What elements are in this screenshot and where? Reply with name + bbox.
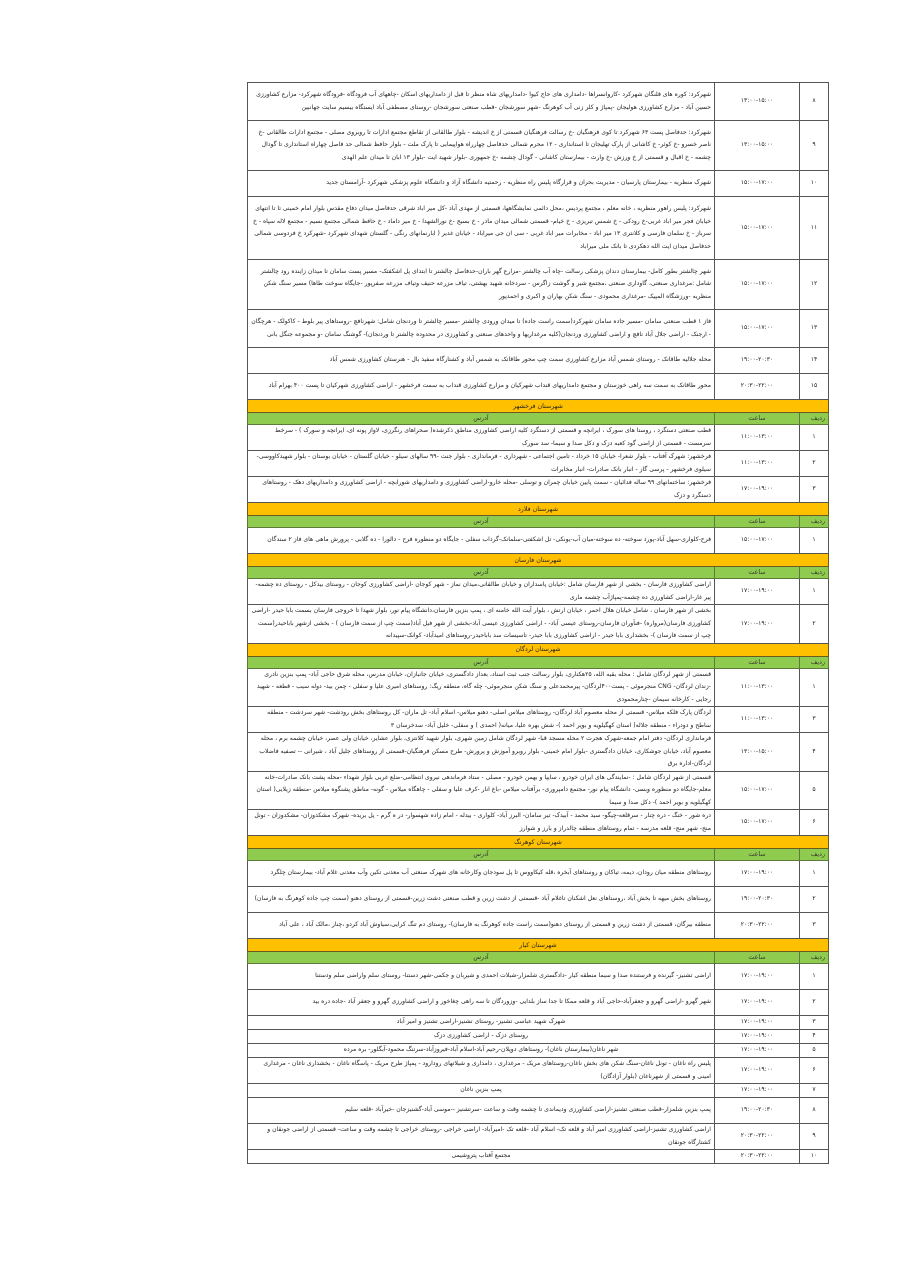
column-header-time: ساعت	[715, 516, 800, 528]
address-cell: پلیس راه ناغان - تونل ناغان-سنگ شکن های بخش ناغان-روستاهای مریک - مرغداری ، دامداری و شیلاتهای رودارود - پمپاژ طرح مریک - پاسگاه ناغان - بخشداری ناغان - مرغداری امینی و قسمتی از شهرناغان (بلوار آزادگان)	[248, 1058, 715, 1084]
row-number: ۱	[800, 528, 829, 554]
row-number: ۳	[800, 477, 829, 503]
column-header-row	[248, 656, 829, 668]
column-header-address: آدرس	[248, 952, 715, 964]
time-range: ۱۷:۰۰-۱۹:۰۰	[715, 861, 800, 887]
time-range: ۱۳:۰۰-۱۵:۰۰	[715, 83, 800, 121]
time-range: ۱۱:۰۰-۱۳:۰۰	[715, 707, 800, 733]
table-row	[248, 913, 829, 939]
row-number: ۳	[800, 913, 829, 939]
table-row	[248, 348, 829, 374]
row-number: ۷	[800, 1084, 829, 1098]
time-range: ۱۵:۰۰-۱۷:۰۰	[715, 171, 800, 197]
table-row	[248, 733, 829, 772]
address-cell: فرخشهر: ساختمانهای ۹۹ ساله فدائیان - سمت پایین خیابان چمران و توسلی -محله خارو-اراضی کشاورزی و دامداریهای شورابچه - اراضی کشاورزی و دامداریهای دهک - روستاهای دستگرد و دزک	[248, 477, 715, 503]
time-range: ۱۷:۰۰-۱۹:۰۰	[715, 990, 800, 1016]
county-title-row	[248, 400, 829, 413]
row-number: ۳	[800, 707, 829, 733]
time-range: ۱۷:۰۰-۱۹:۰۰	[715, 477, 800, 503]
address-cell: شهرکرد: پلیس راهور منظریه ، خانه معلم ، مجتمع پردیس ،محل دائمی نمایشگاهها، قسمتی از مهدی آباد -کل میر اباد شرقی حدفاصل میدان دفاع مقدس بلوار امام خمینی تا تا انتهای خیابان فجر میر اباد غربی-خ رودکی - خ شمس تبریزی - خ خیام- قسمتی شمالی میدان مادر - خ بسیج -خ نورالشهدا - خ میر داماد - خ حافظ شمالی مجتمع نسیم - مجتمع لاله سپاه - خ سرباز - خ سلمان فارسی و کلانتری ۱۳ میر اباد - مخابرات میر اباد غربی - سی ان جی میراباد - خیابان غدیر ( ابارنمانهای رنگی - گلستان شهدای شهرکرد -شهرکرد خ فردوسی شمالی حدفاصل میدان ایت الله دهکردی تا بانک ملی میراباد	[248, 197, 715, 260]
row-number: ۴	[800, 1030, 829, 1044]
table-row	[248, 171, 829, 197]
table-row	[248, 1098, 829, 1124]
table-row	[248, 425, 829, 451]
address-cell: روستای دزک - اراضی کشاورزی دزک	[248, 1030, 715, 1044]
row-number: ۵	[800, 1044, 829, 1058]
time-range: ۱۷:۰۰-۱۹:۰۰	[715, 1016, 800, 1030]
outage-schedule-document	[247, 82, 829, 1164]
column-header-address: آدرس	[248, 849, 715, 861]
time-range: ۱۵:۰۰-۱۷:۰۰	[715, 197, 800, 260]
row-number: ۸	[800, 1098, 829, 1124]
county-title: شهرستان لردگان	[248, 643, 829, 656]
table-row	[248, 1150, 829, 1164]
row-number: ۱	[800, 425, 829, 451]
time-range: ۱۱:۰۰-۱۳:۰۰	[715, 451, 800, 477]
time-range: ۱۹:۰۰-۲۰:۳۰	[715, 887, 800, 913]
table-row	[248, 1044, 829, 1058]
address-cell: فرخشهر: شهرک آفتاب - بلوار شعرا- خیابان ۱۵ خرداد - تامین اجتماعی - شهرداری - فرمانداری - بلوار جنت -۹۹ سالهای سیلو - خیابان گلستان - خیابان بوستان - بلوار شهیدکاووسی- سیلوی فرخشهر - پرسی گاز - انبار بانک صادرات- انبار مخابرات	[248, 451, 715, 477]
row-number: ۱۴	[800, 348, 829, 374]
table-row	[248, 1084, 829, 1098]
row-number: ۲	[800, 887, 829, 913]
table-row	[248, 1058, 829, 1084]
row-number: ۹	[800, 121, 829, 171]
outage-schedule-table	[247, 82, 829, 1164]
county-title-row	[248, 939, 829, 952]
column-header-row	[248, 849, 829, 861]
column-header-row	[248, 413, 829, 425]
time-range: ۱۱:۰۰-۱۳:۰۰	[715, 668, 800, 707]
address-cell: منطقه بیرگان، قسمتی از دشت زرین و قسمتی از روستای دهنو(سمت راست جاده کوهرنگ به فارسان)- روستای دم تنگ کرایی،سیاوش آباد کردو ،چنار ،مالک آباد ، علی آباد	[248, 913, 715, 939]
time-range: ۱۷:۰۰-۱۹:۰۰	[715, 1084, 800, 1098]
row-number: ۲	[800, 451, 829, 477]
county-title-row	[248, 554, 829, 567]
row-number: ۱۵	[800, 374, 829, 400]
row-number: ۲	[800, 990, 829, 1016]
county-title: شهرستان فارسان	[248, 554, 829, 567]
address-cell: قسمتی از شهر لردگان شامل : -نمایندگی های ایران خودرو ، سایپا و بهمن خودرو - مصلی - ستاد فرماندهی نیروی انتظامی-ضلع غربی بلوار شهداء -محله پشت بانک صادرات-خانه معلم-جایگاه دو منظوره وبسی- دانشگاه پیام نور- مجتمع دامپروری- برآفتاب میلاس -باغ انار -کرف علیا و سفلی - چاهگاه میلاس - گونه- مناطق پشنگوه میلاس -منطقه زیلایی( استان کهگیلویه و بویر احمد )- دکل صدا و سیما	[248, 771, 715, 810]
row-number: ۱۰	[800, 171, 829, 197]
time-range: ۲۰:۳۰-۲۲:۰۰	[715, 374, 800, 400]
row-number: ۸	[800, 83, 829, 121]
address-cell: اراضی تشنیز- گیرنده و فرستنده صدا و سیما منطقه کیار -دادگستری شلمزار-شبلات احمدی و شیربان و جکمی-شهر دستنا- روستای سلم واراضی سلم ودستنا	[248, 964, 715, 990]
table-row	[248, 771, 829, 810]
time-range: ۱۳:۰۰-۱۵:۰۰	[715, 733, 800, 772]
table-row	[248, 707, 829, 733]
time-range: ۱۵:۰۰-۱۷:۰۰	[715, 771, 800, 810]
time-range: ۱۷:۰۰-۱۹:۰۰	[715, 964, 800, 990]
column-header-time: ساعت	[715, 413, 800, 425]
address-cell: قسمتی از شهر لردگان شامل : محله بقیه الله، ۲۵هکتاری، بلوار رسالت جنب ثبت اسناد، بعداز دادگستری، خیابان جانبازان، خیابان مدرس، محله شرق حاجی آباد- پمپ بنزین نادری -زندان لردگان- CNG منجرموئی - پست۴۰۰لردگان- پیرمحمدعلی و سنگ شکن منجرموئی- چله گاه، منطقه ریگ: روستاهای امیری علیا و سفلی - چمن بید- دوله سیب - قطعه - شهید رجایی - کارخانه سیمان -چنارمحمودی	[248, 668, 715, 707]
address-cell: قطب صنعتی دستگرد ، روستا های سورک ، ایرانچه و قسمتی از دستگرد کلیه اراضی کشاورزی مناطق ذکرشده( صحراهای رنگرزی، لاواز پونه ای، ایرانچه و سورک ) - سرخط سرمست - قسمتی از اراضی گود کعبه دزک و دکل صدا و سیما- سد سورک	[248, 425, 715, 451]
county-title-row	[248, 836, 829, 849]
address-cell: اراضی کشاورزی تشنیز-اراضی کشاورزی امیر آباد و قلعه تک- اسلام آباد -قلعه تک -امیرآباد- اراضی خراجی -روستای خراجی تا چشمه وقت و ساعت- قسمتی از اراضی جونقان و کشتارگاه جونقان	[248, 1124, 715, 1150]
table-row	[248, 810, 829, 836]
table-row	[248, 83, 829, 121]
time-range: ۱۷:۰۰-۱۹:۰۰	[715, 1030, 800, 1044]
column-header-address: آدرس	[248, 656, 715, 668]
row-number: ۲	[800, 605, 829, 644]
time-range: ۱۷:۰۰-۱۹:۰۰	[715, 1044, 800, 1058]
row-number: ۱۱	[800, 197, 829, 260]
table-row	[248, 668, 829, 707]
table-row	[248, 605, 829, 644]
column-header-time: ساعت	[715, 849, 800, 861]
column-header-time: ساعت	[715, 567, 800, 579]
address-cell: شهر ناغان(بیمارستان ناغان)- روستاهای دوپلان-رحیم آباد-اسلام آباد-فیروزآباد-سرتنگ محمود-آبگلور- بره مرده	[248, 1044, 715, 1058]
row-number: ۱۰	[800, 1150, 829, 1164]
address-cell: شهرک منظریه - بیمارستان پارسیان - مدیریت بحران و قرارگاه پلیس راه منظریه - رحمتیه دانشگاه آزاد و دانشگاه علوم پزشکی شهرکرد -آرامستان جدید	[248, 171, 715, 197]
time-range: ۱۷:۰۰-۱۹:۰۰	[715, 1058, 800, 1084]
address-cell: مجتمع آفتاب پتروشیمی	[248, 1150, 715, 1164]
time-range: ۱۵:۰۰-۱۷:۰۰	[715, 310, 800, 348]
address-cell: شهرک شهید عباسی تشنیز- روستای تشنیز-اراضی تشنیز و امیر آباد	[248, 1016, 715, 1030]
column-header-row	[248, 952, 829, 964]
time-range: ۲۰:۳۰-۲۲:۰۰	[715, 913, 800, 939]
address-cell: فاز ۱ قطب صنعتی سامان -مسیر جاده سامان شهرکرد(سمت راست جاده) تا میدان ورودی چالشتر -مسیر چالشتر تا وردنجان شامل: شهرنافچ -روستاهای پیر بلوط - کاکولک - هرچگان - ارجنک - اراضی جلال آباد نافچ و اراضی کشاورزی وردنجان(کلیه مرغداریها و واحدهای صنعتی و کشاورزی در محدوده چالشتر تا وردنجان)- گوشنگ سامان -و مجموعه جنگل بانی	[248, 310, 715, 348]
row-number: ۱	[800, 861, 829, 887]
address-cell: شهر چالشتر بطور کامل- بیمارستان دندان پزشکی رسالت -چاه آب چالشتر -مزارع گهر باران-حدفاصل چالشتر تا ابتدای پل اشکفتک- مسیر پست سامان تا میدان زاینده رود چالشتر شامل :مرغداری صنعتی، گاوداری صنعتی ،مجتمع شیر و گوشت زاگرس - سردخانه شهید بهشتی، تیاف مزرعه حنیف وتیاف مزرعه صفرپور -جایگاه سوخت طاها) مسیر سنگ شکن منظریه -ورزشگاه المپیک -مرغداری محمودی - سنگ شکن بهاران و اکبری و احمدپور	[248, 260, 715, 310]
column-header-address: آدرس	[248, 567, 715, 579]
row-number: ۱	[800, 964, 829, 990]
column-header-time: ساعت	[715, 656, 800, 668]
address-cell: فرمانداری لردگان- دفتر امام جمعه-شهرک هجرت ۲ محله مسجد قبا- شهر لردگان شامل زمین شهری، بلوار شهید کلانتری، بلوار عشایر، خیابان ولی عصر، خیابان چشمه برم ، محله معصوم آباد، خیابان جوشکاری، خیابان دادگستری -بلوار امام خمینی- بلوار روبرو آموزش و پرورش- طرح مسکن فرهنگیان-قسمتی از روستاهای جلیل آباد ، شیرانی -- تصفیه فاضلاب لردگان-اداره برق	[248, 733, 715, 772]
county-title: شهرستان فلارد	[248, 503, 829, 516]
column-header-num: ردیف	[800, 516, 829, 528]
column-header-num: ردیف	[800, 567, 829, 579]
time-range: ۱۵:۰۰-۱۷:۰۰	[715, 260, 800, 310]
row-number: ۹	[800, 1124, 829, 1150]
address-cell: فرح-کلواری-سهل آباد-پورد سوخته- ده سوخته-میان آب-یونکی- تل اشکفتی-سلمانک-گرداب سفلی - جایگاه دو منظوره فرح - دالورا - ده گلابی - پرورش ماهی های فاز ۲ سندگان	[248, 528, 715, 554]
table-row	[248, 964, 829, 990]
table-row	[248, 579, 829, 605]
column-header-row	[248, 516, 829, 528]
address-cell: لردگان پارک فلکه میلاس- قسمتی از محله معصوم آباد لردگان- روستاهای میلاس اصلی- دهنو میلاس- اسلام آباد- تل ماران- کل روستاهای بخش رودشت- شهر سردشت - منطقه ساطح و دودراء - منطقه جلاله( استان کهگیلویه و بویر احمد )- شش بهره علیا، میانه( احمدی ) و سفلی- خلیل آباد- سدخرسان ۳	[248, 707, 715, 733]
table-row	[248, 1016, 829, 1030]
table-row	[248, 260, 829, 310]
row-number: ۱	[800, 668, 829, 707]
county-title: شهرستان کوهرنگ	[248, 836, 829, 849]
address-cell: محور طاقانک به سمت سه راهی خوزستان و مجتمع دامداریهای قنداب شهرکیان و مزارع کشاورزی قنداب به سمت فرخشهر - اراضی کشاورزی شهرکیان تا پست ۴۰۰ بهرام آباد	[248, 374, 715, 400]
row-number: ۱	[800, 579, 829, 605]
address-cell: شهرکرد: کوره های قلنگان شهرکرد -کاروانسراها -دامداری های حاج کیوا -دامداریهای شاه منظر تا قبل از دامداریهای اسکان -چاههای آب فرودگاه -فرودگاه شهرکرد- مزارع کشاورزی حسین آباد - مزارع کشاورزی هولیجان -پمپاژ و کلر زنی آب کوهرنگ -شهر سورشجان -قطب صنعتی سورشجان -روستای مصطفی آباد ایستگاه بیسیم سایت جهانبین	[248, 83, 715, 121]
county-title: شهرستان کیار	[248, 939, 829, 952]
column-header-row	[248, 567, 829, 579]
address-cell: اراضی کشاورزی فارسان - بخشی از شهر فارسان شامل :خیابان پاسداران و خیابان طالقانی،میدان نماز - شهر کوجان -اراضی کشاورزی کوجان - روستای بیدکل - روستای ده چشمه- پیر غار-اراضی کشاورزی ده چشمه-پمپاژآب چشمه ماری	[248, 579, 715, 605]
address-cell: شهر گهرو -اراضی گهرو و جعفرآباد-حاجی آباد و قلعه ممکا تا جدا ساز بلدایی -وزوردگان تا سه راهی چغاخور و اراضی کشاورزی گهرو و جعفر آباد -جاده دره بید	[248, 990, 715, 1016]
row-number: ۴	[800, 733, 829, 772]
address-cell: روستاهای بخش میهه تا بخش آباد ،روستاهای نعل اشکنان تاغلام آباد -قسمتی از دشت زرین و قطب صنعتی دشت زرین-قسمتی از روستای دهنو (سمت چپ جاده کوهرنگ به فارسان)	[248, 887, 715, 913]
column-header-num: ردیف	[800, 952, 829, 964]
row-number: ۱۳	[800, 310, 829, 348]
time-range: ۲۰:۳۰-۲۲:۰۰	[715, 1124, 800, 1150]
row-number: ۳	[800, 1016, 829, 1030]
column-header-num: ردیف	[800, 849, 829, 861]
address-cell: پمپ بنزین شلمزار-قطب صنعتی تشنیز-اراضی کشاورزی ودیماندی تا چشمه وقت و ساعت -سرتشنیز --موسی آباد-گشنیزجان -خیرآباد -قلعه سلیم	[248, 1098, 715, 1124]
address-cell: بخشی از شهر فارسان ، شامل خیابان هلال احمر ، خیابان ارتش ، بلوار آیت الله خامنه ای ، پمپ بنزین فارسان،دانشگاه پیام نور، بلوار شهدا تا خروجی فارسان بسمت بابا حیدر -اراضی کشاورزی فارسان(مرواره) -فنآوران فارسان-روستای عیسی آباد- - اراضی کشاورزی عیسی آباد-بخشی از شهر فیل آباد(سمت چپ از سمت فارسان ) - بخشی ازشهر باباحیدر(سمت چپ از سمت فارسان )- بخشداری بابا حیدر - اراضی کشاورزی بابا حیدر- تاسیسات سد باباحیدر-روستاهای امیدآباد- کوانک-سپیدانه	[248, 605, 715, 644]
time-range: ۱۷:۰۰-۱۹:۰۰	[715, 579, 800, 605]
county-title-row	[248, 643, 829, 656]
table-row	[248, 197, 829, 260]
time-range: ۱۱:۰۰-۱۳:۰۰	[715, 425, 800, 451]
table-row	[248, 121, 829, 171]
address-cell: محله جلالیه طاقانک - روستای شمس آباد مزارع کشاورزی سمت چپ محور طاقانک به شمس آباد و کشتارگاه سفید بال - هنرستان کشاورزی شمس آباد	[248, 348, 715, 374]
time-range: ۱۳:۰۰-۱۵:۰۰	[715, 121, 800, 171]
time-range: ۱۷:۰۰-۱۹:۰۰	[715, 605, 800, 644]
table-row	[248, 451, 829, 477]
table-row	[248, 310, 829, 348]
address-cell: دره شور - خنگ - دره چنار - سرقلعه-چیگو- سید محمد - آبیدک- تیر سامان- البرز آباد- کلواری - بیدله - امام زاده شهسوار- در ه گرم - پل بریده- شهرک مشکدوزان- مشکدوزان - تونل منج- شهر منج- قلعه مدرسه - تمام روستاهای منطقه چالدراز و بارز و شوارز	[248, 810, 715, 836]
row-number: ۶	[800, 1058, 829, 1084]
county-title-row	[248, 503, 829, 516]
column-header-num: ردیف	[800, 656, 829, 668]
table-row	[248, 887, 829, 913]
table-row	[248, 477, 829, 503]
table-row	[248, 990, 829, 1016]
time-range: ۱۹:۰۰-۲۰:۳۰	[715, 1098, 800, 1124]
column-header-address: آدرس	[248, 413, 715, 425]
table-row	[248, 1124, 829, 1150]
address-cell: روستاهای منطقه میان رودان، دیمه، تیاکان و روستاهای آبخره ،قله کیکاووس تا پل سودجان وکارخانه های شهرک صنعتی آب معدنی تکین وآب معدنی غلام آباد- بیمارستان چلگرد	[248, 861, 715, 887]
column-header-address: آدرس	[248, 516, 715, 528]
time-range: ۲۰:۳۰-۲۲:۰۰	[715, 1150, 800, 1164]
row-number: ۵	[800, 771, 829, 810]
table-row	[248, 861, 829, 887]
column-header-num: ردیف	[800, 413, 829, 425]
row-number: ۱۲	[800, 260, 829, 310]
address-cell: پمپ بنزین ناغان	[248, 1084, 715, 1098]
table-row	[248, 1030, 829, 1044]
column-header-time: ساعت	[715, 952, 800, 964]
time-range: ۱۹:۰۰-۲۰:۳۰	[715, 348, 800, 374]
row-number: ۶	[800, 810, 829, 836]
address-cell: شهرکرد: حدفاصل پست ۶۳ شهرکرد تا کوی فرهنگیان -خ رسالت فرهنگیان قسمتی از خ اندیشه - بلوار طالقانی از تقاطع مجتمع ادارات تا روبروی مصلی - مجتمع ادارات طالقانی -خ ناصر خسرو -خ کوثر- خ کاشانی از پارک تهلیجان تا استانداری - ۱۲ محرم شمالی حدفاصل چهارراه هواپیمایی تا پارک ملت - بلوار حافظ شمالی حد فاصل چهاراه استانداری تا گودال چشمه - خ اقبال و قسمتی از خ ورزش -خ وارث - بیمارستان کاشانی - گودال چشمه -خ جمهوری -بلوار شهید ایت -بلوار ۱۳ ابان تا میدان علم الهدی	[248, 121, 715, 171]
time-range: ۱۵:۰۰-۱۷:۰۰	[715, 528, 800, 554]
table-row	[248, 528, 829, 554]
time-range: ۱۵:۰۰-۱۷:۰۰	[715, 810, 800, 836]
table-row	[248, 374, 829, 400]
county-title: شهرستان فرخشهر	[248, 400, 829, 413]
